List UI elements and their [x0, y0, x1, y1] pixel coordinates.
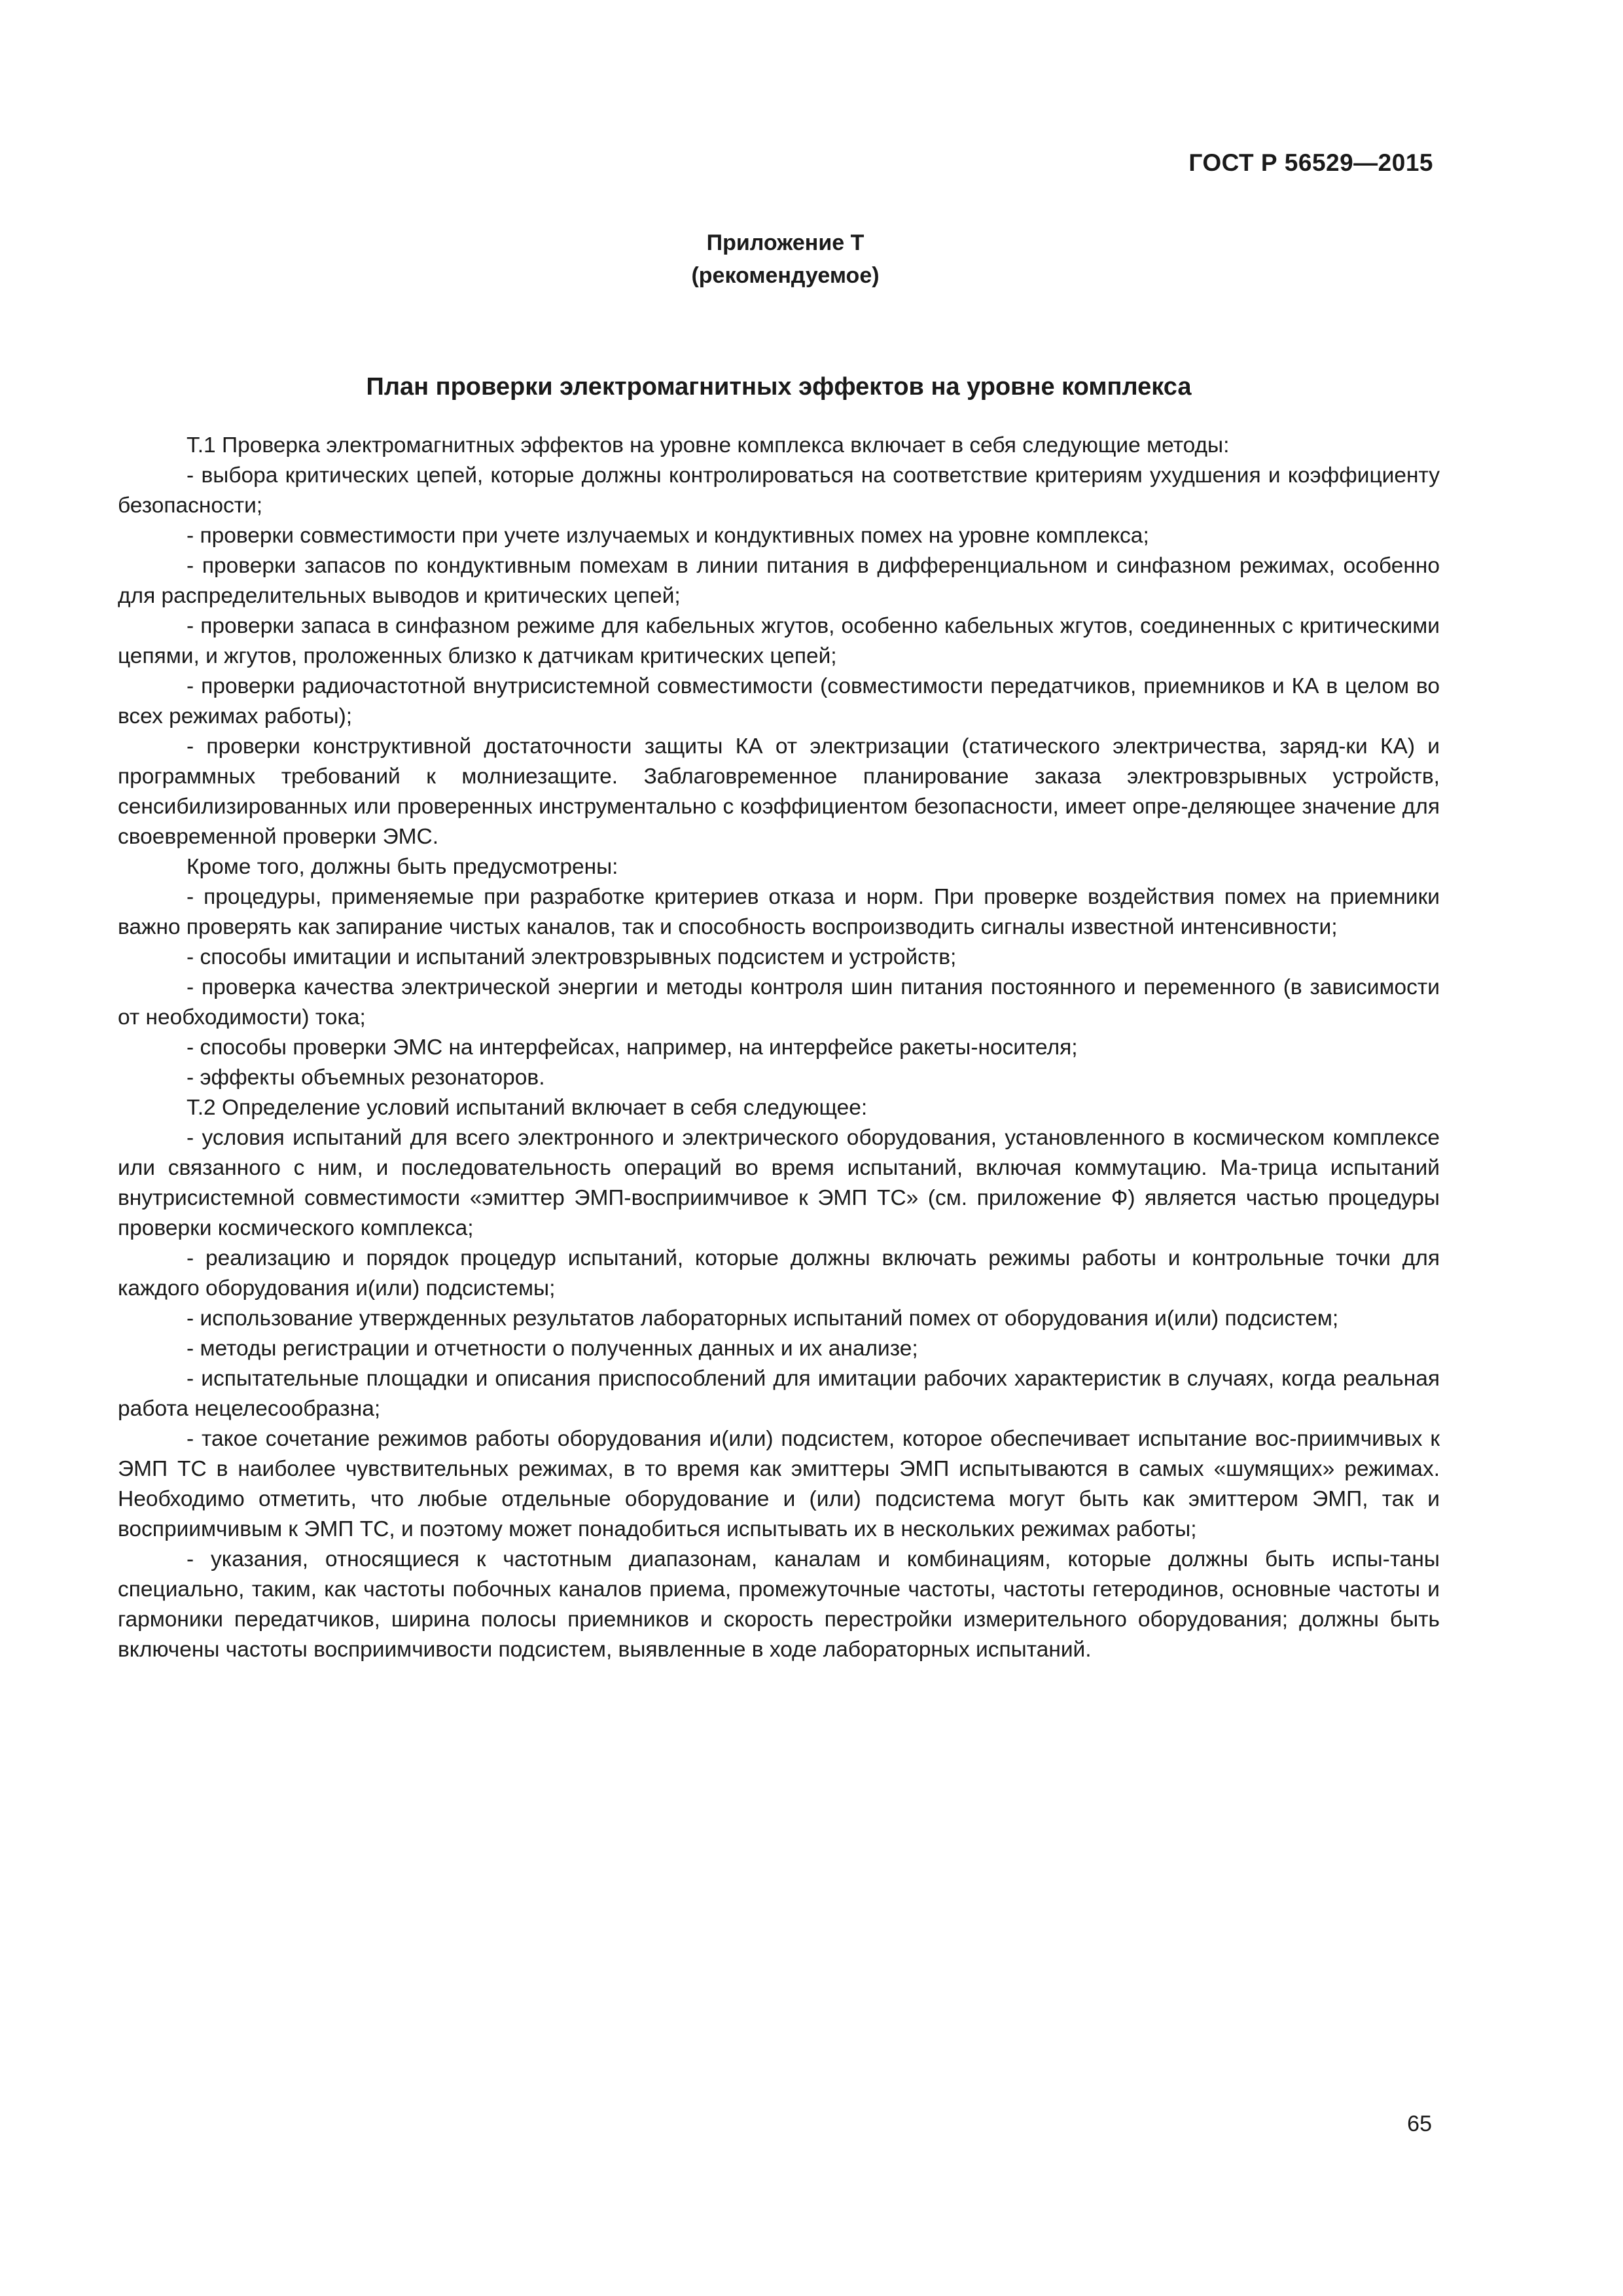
paragraph: Кроме того, должны быть предусмотрены:: [187, 855, 618, 879]
section-title: План проверки электромагнитных эффектов на уровне комплекса: [366, 373, 1192, 401]
paragraph: - выбора критических цепей, которые должны контролироваться на соответствие критериям ухудшения и коэффициенту безопасности;: [118, 463, 1440, 518]
paragraph: - такое сочетание режимов работы оборудования и(или) подсистем, которое обеспечивает испытание вос-приимчивых к ЭМП ТС в наиболее чувствительных режимах, в то время как эмиттеры ЭМП испытываются в самых «шумящих» режимах. Необходимо отметить, что любые отдельные оборудование и (или) подсистема могут быть как эмиттером ЭМП, так и восприимчивым к ЭМП ТС, и поэтому может понадобиться испытывать их в нескольких режимах работы;: [118, 1427, 1440, 1541]
paragraph: - эффекты объемных резонаторов.: [187, 1066, 545, 1090]
paragraph: - проверки запасов по кондуктивным помехам в линии питания в дифференциальном и синфазном режимах, особенно для распределительных выводов и критических цепей;: [118, 554, 1440, 608]
paragraph: Т.1 Проверка электромагнитных эффектов на уровне комплекса включает в себя следующие методы:: [187, 433, 1230, 457]
paragraph: - использование утвержденных результатов лабораторных испытаний помех от оборудования и(или) подсистем;: [187, 1306, 1339, 1331]
paragraph: - указания, относящиеся к частотным диапазонам, каналам и комбинациям, которые должны быть испы-таны специально, таким, как частоты побочных каналов приема, промежуточные частоты, частоты гетеродинов, основные частоты и гармоники передатчиков, ширина полосы приемников и скорость перестройки измерительного оборудования; должны быть включены частоты восприимчивости подсистем, выявленные в ходе лабораторных испытаний.: [118, 1547, 1440, 1662]
page-number: 65: [1407, 2111, 1432, 2136]
annex-heading: [0, 226, 1571, 292]
paragraph: - способы проверки ЭМС на интерфейсах, например, на интерфейсе ракеты-носителя;: [187, 1035, 1078, 1060]
paragraph: - процедуры, применяемые при разработке критериев отказа и норм. При проверке воздействия помех на приемники важно проверять как запирание чистых каналов, так и способность воспроизводить сигналы известной интенсивности;: [118, 885, 1440, 939]
paragraph: - испытательные площадки и описания приспособлений для имитации рабочих характеристик в случаях, когда реальная работа нецелесообразна;: [118, 1367, 1440, 1421]
paragraph: - методы регистрации и отчетности о полученных данных и их анализе;: [187, 1336, 918, 1361]
annex-label: Приложение Т: [706, 230, 865, 255]
paragraph: - условия испытаний для всего электронного и электрического оборудования, установленного в космическом комплексе или связанного с ним, и последовательность операций во время испытаний, включая коммутацию. Ма-трица испытаний внутрисистемной совместимости «эмиттер ЭМП-восприимчивое к ЭМП ТС» (см. приложение Ф) является частью процедуры проверки космического комплекса;: [118, 1126, 1440, 1240]
paragraph: - проверка качества электрической энергии и методы контроля шин питания постоянного и переменного (в зависимости от необходимости) тока;: [118, 975, 1440, 1030]
standard-number: ГОСТ Р 56529—2015: [1188, 149, 1433, 176]
paragraph: - проверки запаса в синфазном режиме для кабельных жгутов, особенно кабельных жгутов, соединенных с критическими цепями, и жгутов, проложенных близко к датчикам критических цепей;: [118, 614, 1440, 668]
paragraph: Т.2 Определение условий испытаний включает в себя следующее:: [187, 1096, 868, 1120]
paragraph: - проверки радиочастотной внутрисистемной совместимости (совместимости передатчиков, приемников и КА в целом во всех режимах работы);: [118, 674, 1440, 728]
paragraph: - проверки совместимости при учете излучаемых и кондуктивных помех на уровне комплекса;: [187, 524, 1149, 548]
body-text: [118, 431, 1440, 1665]
paragraph: - проверки конструктивной достаточности защиты КА от электризации (статического электричества, заряд-ки КА) и программных требований к молниезащите. Заблаговременное планирование заказа электровзрывных устройств, сенсибилизированных или проверенных инструментально с коэффициентом безопасности, имеет опре-деляющее значение для своевременной проверки ЭМС.: [118, 734, 1440, 849]
paragraph: - реализацию и порядок процедур испытаний, которые должны включать режимы работы и контрольные точки для каждого оборудования и(или) подсистемы;: [118, 1246, 1440, 1300]
paragraph: - способы имитации и испытаний электровзрывных подсистем и устройств;: [187, 945, 957, 969]
annex-status: (рекомендуемое): [691, 263, 880, 288]
